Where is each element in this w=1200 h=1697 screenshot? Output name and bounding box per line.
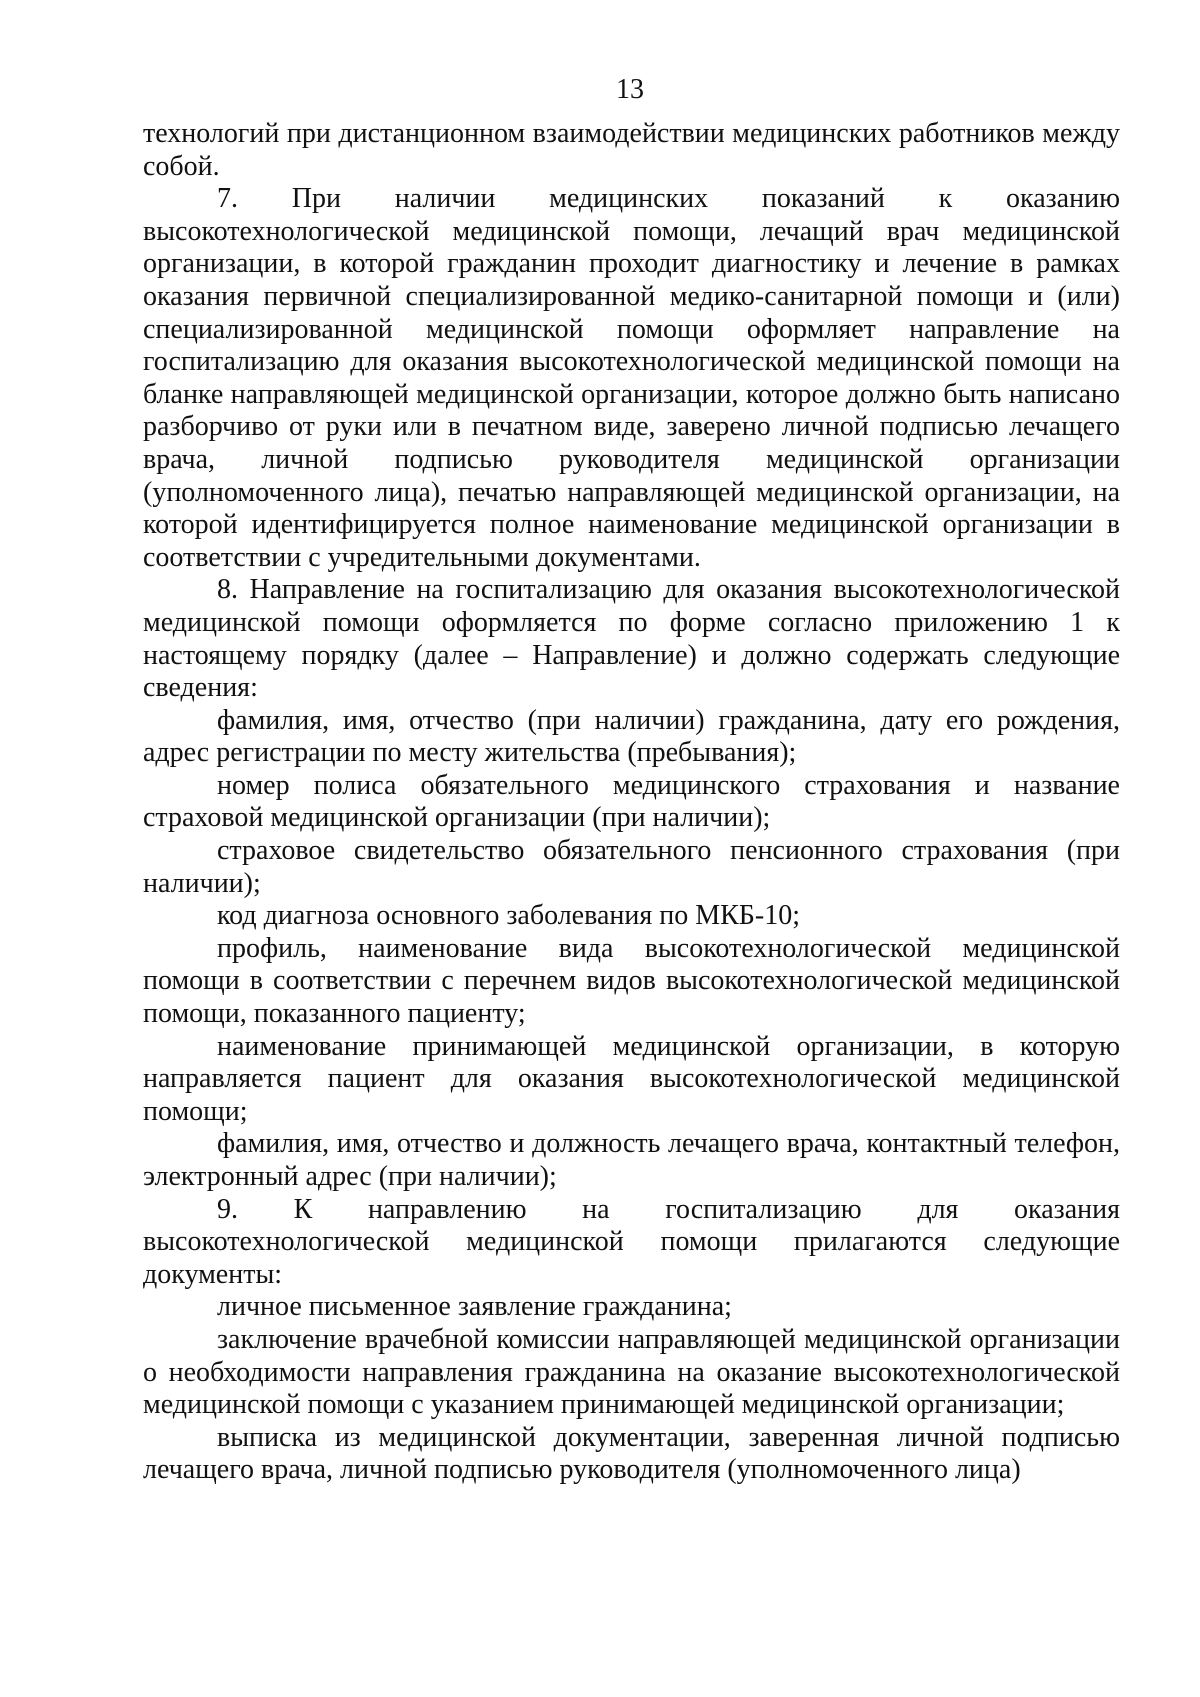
page-number: 13 — [616, 74, 644, 105]
list-item-care-profile: профиль, наименование вида высокотехнологической медицинской помощи в соответствии с перечнем видов высокотехнологической медицинской помощи, показанного пациенту; — [143, 932, 1120, 1030]
list-item-diagnosis-code: код диагноза основного заболевания по МКБ-10; — [217, 900, 800, 932]
list-item-commission-conclusion: заключение врачебной комиссии направляющей медицинской организации о необходимости направления гражданина на оказание высокотехнологической медицинской помощи с указанием принимающей медицинской организации; — [143, 1323, 1120, 1421]
list-item-insurance-policy: номер полиса обязательного медицинского страхования и название страховой медицинской организации (при наличии); — [143, 769, 1120, 834]
list-item-receiving-organization: наименование принимающей медицинской организации, в которую направляется пациент для оказания высокотехнологической медицинской помощи; — [143, 1030, 1120, 1127]
list-item-medical-extract: выписка из медицинской документации, заверенная личной подписью лечащего врача, личной подписью руководителя (уполномоченного лица) — [143, 1421, 1120, 1486]
list-item-written-application: личное письменное заявление гражданина; — [217, 1291, 732, 1323]
paragraph-item-7: 7. При наличии медицинских показаний к оказанию высокотехнологической медицинской помощи, лечащий врач медицинской организации, в которой гражданин проходит диагностику и лечение в рамках оказания первичной специализированной медико-санитарной помощи и (или) специализированной медицинской помощи оформляет направление на госпитализацию для оказания высокотехнологической медицинской помощи на бланке направляющей медицинской организации, которое должно быть написано разборчиво от руки или в печатном виде, заверено личной подписью лечащего врача, личной подписью руководителя медицинской организации (уполномоченного лица), печатью направляющей медицинской организации, на которой идентифицируется полное наименование медицинской организации в соответствии с учредительными документами. — [143, 183, 1120, 573]
list-item-doctor-contacts: фамилия, имя, отчество и должность лечащего врача, контактный телефон, электронный адрес (при наличии); — [143, 1128, 1120, 1192]
list-item-full-name-birth: фамилия, имя, отчество (при наличии) гражданина, дату его рождения, адрес регистрации по месту жительства (пребывания); — [143, 704, 1120, 769]
paragraph-item-9: 9. К направлению на госпитализацию для оказания высокотехнологической медицинской помощи прилагаются следующие документы: — [143, 1193, 1120, 1290]
paragraph-item-8: 8. Направление на госпитализацию для оказания высокотехнологической медицинской помощи оформляется по форме согласно приложению 1 к настоящему порядку (далее – Направление) и должно содержать следующие сведения: — [143, 574, 1120, 704]
list-item-pension-certificate: страховое свидетельство обязательного пенсионного страхования (при наличии); — [143, 835, 1120, 899]
paragraph-continuation: технологий при дистанционном взаимодействии медицинских работников между собой. — [143, 118, 1120, 182]
document-body — [143, 118, 1120, 1487]
